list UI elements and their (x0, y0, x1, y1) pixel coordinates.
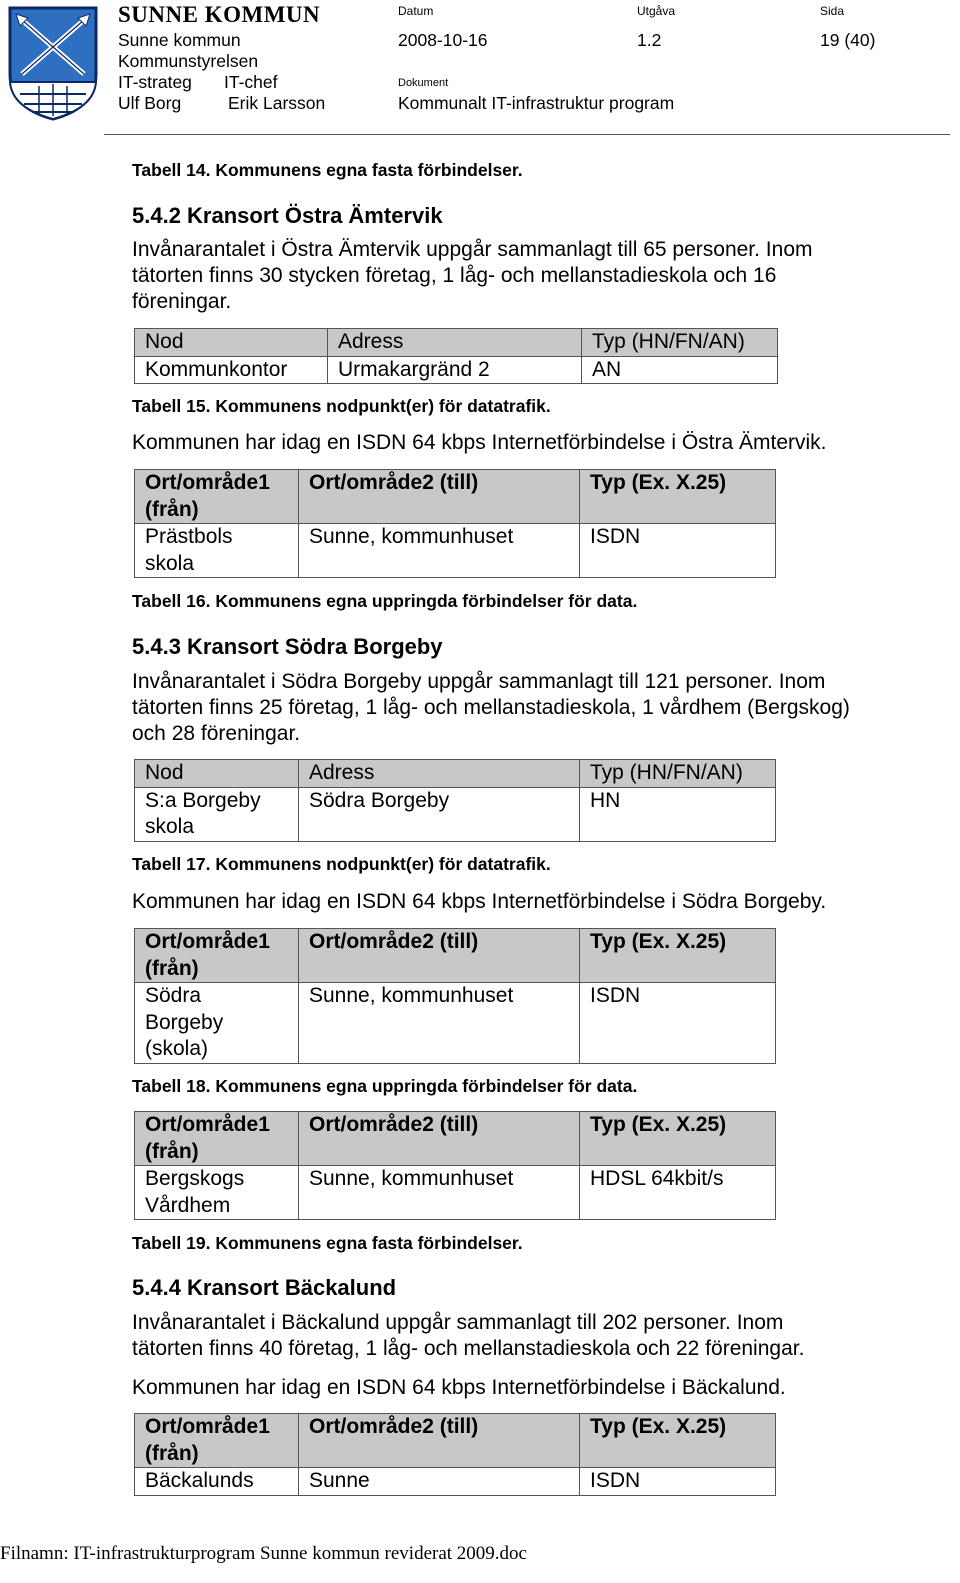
table-header-row (135, 1112, 776, 1166)
header-cell: Ort/område1 (från) (135, 470, 299, 524)
header-cell: Ort/område2 (till) (299, 1112, 580, 1166)
author-name-1: Ulf Borg (118, 93, 182, 113)
table-cell: HDSL 64kbit/s (580, 1166, 776, 1220)
table-header-row (135, 760, 776, 788)
table-cell: Urmakargränd 2 (328, 356, 582, 384)
header-divider (104, 134, 950, 135)
board-name: Kommunstyrelsen (118, 51, 259, 71)
organization-name: SUNNE KOMMUN (118, 2, 321, 27)
author-role-1: IT-strateg (118, 72, 192, 92)
table-cell: Bergskogs Vårdhem (135, 1166, 299, 1220)
page-label: Sida (820, 4, 845, 18)
header-cell: Ort/område1 (från) (135, 1112, 299, 1166)
sunne-kommun-coat-of-arms-logo (6, 4, 100, 122)
table-17 (134, 759, 776, 842)
edition-label: Utgåva (637, 4, 676, 18)
page-value: 19 (40) (820, 30, 876, 50)
table-cell: Södra Borgeby (299, 787, 580, 841)
section-5-4-4-isdn-paragraph: Kommunen har idag en ISDN 64 kbps Internetförbindelse i Bäckalund. (132, 1376, 786, 1399)
author-name-2: Erik Larsson (228, 93, 326, 113)
table-cell: Sunne, kommunhuset (299, 524, 580, 578)
table-cell: Södra Borgeby (skola) (135, 983, 299, 1064)
table-20 (134, 1413, 776, 1496)
section-5-4-3-isdn-paragraph: Kommunen har idag en ISDN 64 kbps Internetförbindelse i Södra Borgeby. (132, 890, 827, 913)
section-5-4-2-paragraph: Invånarantalet i Östra Ämtervik uppgår sammanlagt till 65 personer. Inom tätorten finns 30 stycken företag, 1 låg- och mellanstadieskola och 16 föreningar. (132, 238, 813, 313)
header-cell: Ort/område1 (från) (135, 1414, 299, 1468)
section-5-4-3-paragraph: Invånarantalet i Södra Borgeby uppgår sammanlagt till 121 personer. Inom tätorten finns 25 företag, 1 låg- och mellanstadieskola, 1 vårdhem (Bergskog) och 28 föreningar. (132, 670, 850, 745)
table-14-caption: Tabell 14. Kommunens egna fasta förbindelser. (132, 160, 523, 180)
table-row (135, 1166, 776, 1220)
header-cell: Adress (299, 760, 580, 788)
table-18 (134, 928, 776, 1064)
table-cell: AN (582, 356, 778, 384)
table-18-caption: Tabell 18. Kommunens egna uppringda förbindelser för data. (132, 1076, 638, 1096)
header-cell: Ort/område1 (från) (135, 929, 299, 983)
table-row (135, 787, 776, 841)
header-cell: Typ (HN/FN/AN) (582, 329, 778, 357)
header-cell: Typ (HN/FN/AN) (580, 760, 776, 788)
table-16 (134, 469, 776, 578)
table-cell: ISDN (580, 524, 776, 578)
table-cell: Prästbols skola (135, 524, 299, 578)
table-cell: Sunne (299, 1468, 580, 1496)
header-cell: Adress (328, 329, 582, 357)
header-cell: Typ (Ex. X.25) (580, 1112, 776, 1166)
header-cell: Nod (135, 329, 328, 357)
section-5-4-2-heading: 5.4.2 Kransort Östra Ämtervik (132, 203, 443, 228)
table-row (135, 356, 778, 384)
header-cell: Typ (Ex. X.25) (580, 929, 776, 983)
header-cell: Ort/område2 (till) (299, 1414, 580, 1468)
table-row (135, 1468, 776, 1496)
table-19-caption: Tabell 19. Kommunens egna fasta förbindelser. (132, 1233, 523, 1253)
header-cell: Nod (135, 760, 299, 788)
edition-value: 1.2 (637, 30, 662, 50)
footer-filename: Filnamn: IT-infrastrukturprogram Sunne kommun reviderat 2009.doc (0, 1543, 527, 1564)
document-title: Kommunalt IT-infrastruktur program (398, 93, 675, 113)
date-value: 2008-10-16 (398, 30, 488, 50)
table-row (135, 983, 776, 1064)
section-5-4-4-paragraph: Invånarantalet i Bäckalund uppgår sammanlagt till 202 personer. Inom tätorten finns 40 företag, 1 låg- och mellanstadieskola och 22 föreningar. (132, 1311, 805, 1360)
table-cell: ISDN (580, 1468, 776, 1496)
table-header-row (135, 329, 778, 357)
header-cell: Ort/område2 (till) (299, 929, 580, 983)
header-cell: Typ (Ex. X.25) (580, 1414, 776, 1468)
table-cell: HN (580, 787, 776, 841)
table-15-caption: Tabell 15. Kommunens nodpunkt(er) för datatrafik. (132, 396, 551, 416)
table-15 (134, 328, 778, 384)
table-cell: Sunne, kommunhuset (299, 1166, 580, 1220)
table-cell: ISDN (580, 983, 776, 1064)
section-5-4-2-isdn-paragraph: Kommunen har idag en ISDN 64 kbps Internetförbindelse i Östra Ämtervik. (132, 431, 827, 454)
table-19 (134, 1111, 776, 1220)
table-cell: Sunne, kommunhuset (299, 983, 580, 1064)
table-cell: Kommunkontor (135, 356, 328, 384)
header-cell: Ort/område2 (till) (299, 470, 580, 524)
table-cell: Bäckalunds (135, 1468, 299, 1496)
header-cell: Typ (Ex. X.25) (580, 470, 776, 524)
author-role-2: IT-chef (224, 72, 278, 92)
table-row (135, 524, 776, 578)
table-header-row (135, 470, 776, 524)
section-5-4-3-heading: 5.4.3 Kransort Södra Borgeby (132, 634, 443, 659)
date-label: Datum (398, 4, 434, 18)
document-label: Dokument (398, 77, 449, 89)
table-header-row (135, 929, 776, 983)
table-header-row (135, 1414, 776, 1468)
section-5-4-4-heading: 5.4.4 Kransort Bäckalund (132, 1275, 397, 1300)
organization-subname: Sunne kommun (118, 30, 241, 50)
table-17-caption: Tabell 17. Kommunens nodpunkt(er) för datatrafik. (132, 854, 551, 874)
table-16-caption: Tabell 16. Kommunens egna uppringda förbindelser för data. (132, 591, 638, 611)
table-cell: S:a Borgeby skola (135, 787, 299, 841)
